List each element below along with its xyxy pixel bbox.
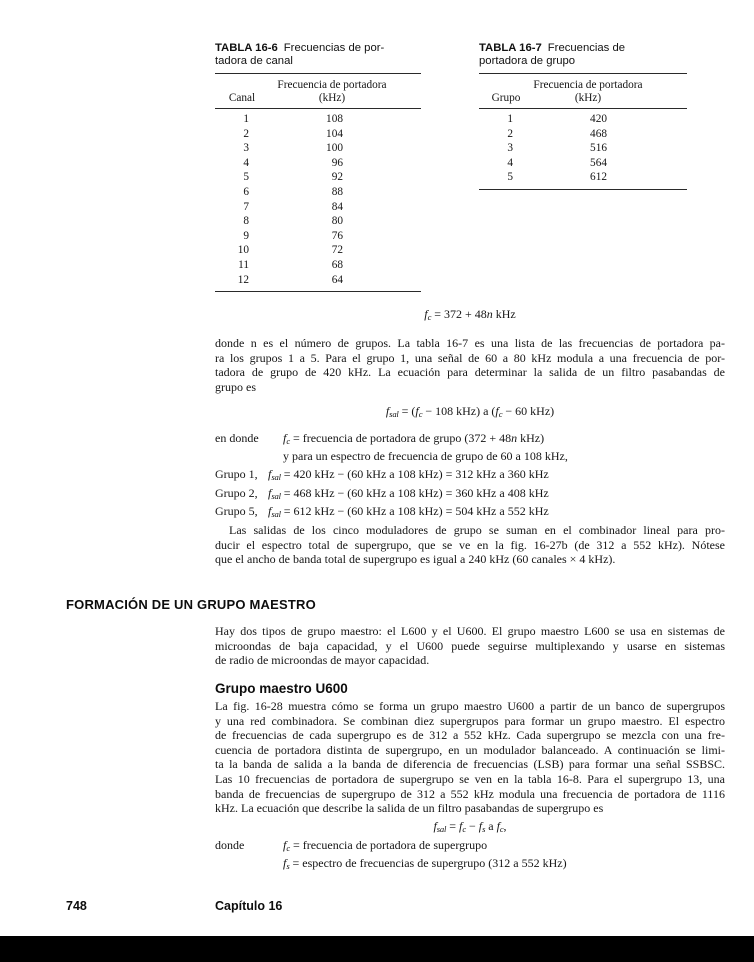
equation-token: c [499,824,504,834]
table-cell: 3 [243,142,249,155]
subsection-heading-grupo-maestro-u600: Grupo maestro U600 [215,681,348,696]
table-cell: 468 [590,127,607,140]
table-cell: 92 [331,171,343,184]
equation-token: f [415,404,419,418]
table-row [215,214,421,229]
equation-token: f [433,819,437,833]
definition-line [283,431,544,449]
table-row [479,112,687,127]
equation-token: f [385,404,390,418]
table-row [215,273,421,288]
table-row [215,258,421,273]
equation-token: − 60 kHz) [502,404,555,418]
column-header-line: (kHz) [318,91,346,104]
column-header-line: (kHz) [574,91,602,104]
equation-token: sal [271,509,281,520]
equation-token: sal [436,824,447,834]
equation-token: = 372 + 48 [431,307,487,321]
paragraph-u600-formation [215,699,725,816]
table-16-6-header [215,73,421,109]
column-header-grupo: Grupo [491,91,521,104]
text-line: Las 10 frecuencias de portadora de supergrupo se ven en la tabla 16-8. Para el supergrupo 13, una [215,771,725,786]
equation-token: sal [271,490,281,501]
definition-row [215,838,725,856]
table-cell: 10 [237,244,249,257]
definition-line [283,838,487,856]
table-cell: 108 [326,113,343,125]
equation-token: f [283,431,287,445]
equation-token: = espectro de frecuencias de supergrupo (312 a 552 kHz) [289,856,567,870]
table-cell: 4 [507,156,513,169]
column-header-frequency [533,79,687,104]
table-cell: 5 [507,171,513,184]
table-cell: 5 [243,171,249,184]
equation-token: = [446,819,459,833]
equation-token: f [424,307,428,321]
definition-row [215,449,725,464]
table-16-7 [479,42,687,190]
table-title-line [215,42,421,55]
group-label: Grupo 2, [215,485,258,500]
text-line: ta la banda de salida a la banda de diferencia de frecuencias (LSB) para formar una señal SSBSC. [215,757,725,772]
equation-token: s [482,824,486,834]
table-16-6-body [215,109,421,292]
table-cell: 2 [507,127,513,140]
group-output-list [215,467,725,523]
table-16-6 [215,42,421,292]
equation-token: c [418,409,423,419]
table-cell: 88 [331,185,343,198]
table-row [215,229,421,244]
equation-token: = 468 kHz − (60 kHz a 108 kHz) = 360 kHz a 408 kHz [280,485,549,500]
group-equation [268,504,549,523]
table-cell: 6 [243,185,249,198]
paragraph-group-carriers [215,336,725,394]
equation-token: = ( [398,404,416,418]
table-cell: 516 [590,142,607,155]
equation-token: − 108 kHz) a ( [422,404,496,418]
table-title-text: Frecuencias de por- [283,42,385,54]
equation-token: kHz) [517,431,545,445]
equation-token: = 612 kHz − (60 kHz a 108 kHz) = 504 kHz a 552 kHz [280,504,549,519]
equation-supergroup-filter-output [215,819,725,837]
text-line: grupo es [215,379,256,394]
table-cell: 2 [243,127,249,140]
text-line: donde n es el número de grupos. La tabla 16-7 es una lista de las frecuencias de portadora pa- [215,336,725,350]
equation-token: f [268,504,272,519]
definition-label-spacer [215,449,283,464]
table-cell: 8 [243,215,249,228]
table-row [215,185,421,200]
definition-row [215,856,725,874]
table-cell: 11 [238,258,249,271]
equation-token: = frecuencia de portadora de grupo (372 + 48 [289,431,512,445]
table-row [215,170,421,185]
table-row [215,156,421,171]
table-cell: 100 [326,142,343,155]
table-cell: 9 [243,229,249,242]
equation-token: f [459,819,463,833]
equation-token: c [462,824,466,834]
text-line: microondas de baja capacidad, y el U600 puede seguirse multiplexando y usarse en sistemas [215,638,725,653]
table-row [215,243,421,258]
table-cell: 96 [331,156,343,169]
table-cell: 1 [243,113,249,125]
bottom-scan-bar [0,936,754,962]
equation-token: s [286,861,290,871]
definition-row [215,431,725,449]
equation-group-filter-output [215,404,725,422]
column-header-frequency [269,79,421,104]
paragraph-master-group-types [215,624,725,668]
equation-token: f [283,856,287,870]
table-cell: 612 [590,171,607,184]
text-line: de frecuencias de cada supergrupo es de 312 a 552 kHz. Cada supergrupo se mezcla con una fre- [215,728,725,743]
equation-token: n [511,431,518,445]
table-cell: 7 [243,200,249,213]
table-cell: 4 [243,156,249,169]
definition-label: donde [215,838,245,852]
table-16-7-header [479,73,687,109]
text-line: ducir el espectro total de supergrupo, que se ve en la fig. 16-27b (de 312 a 552 kHz). Nótese [215,537,725,552]
table-row [479,156,687,171]
equation-token: n [486,307,493,321]
definition-block-en-donde [215,431,725,464]
equation-token: f [478,819,483,833]
text-line: banda de frecuencias de supergrupo de 312 a 552 kHz modula una frecuencia de portadora de 1116 [215,786,725,801]
equation-token: = 420 kHz − (60 kHz a 108 kHz) = 312 kHz a 360 kHz [280,467,549,481]
equation-token: , [503,819,507,833]
text-line: ra los grupos 1 a 5. Para el grupo 1, una señal de 60 a 80 kHz modula a una frecuencia de por- [215,350,725,365]
equation-token: f [268,467,272,481]
table-cell: 564 [590,156,607,169]
section-heading-formacion-grupo-maestro: FORMACIÓN DE UN GRUPO MAESTRO [66,597,316,612]
equation-group-carrier-frequency [215,307,725,325]
text-line: La fig. 16-28 muestra cómo se forma un grupo maestro U600 a partir de un banco de supergrupos [215,699,725,713]
table-title-text: Frecuencias de [547,42,626,54]
column-header-canal: Canal [228,91,256,104]
text-line: Hay dos tipos de grupo maestro: el L600 y el U600. El grupo maestro L600 se usa en sistemas de [215,624,725,638]
table-cell: 1 [507,113,513,125]
equation-token: a [485,819,497,833]
table-16-7-title [479,42,687,68]
equation-token: sal [389,409,399,419]
equation-token: c [498,409,503,419]
table-16-7-body [479,109,687,190]
table-title-line [479,42,687,55]
text-line: kHz. La ecuación que describe la salida de un filtro pasabandas de supergrupo es [215,801,604,816]
text-line: y una red combinadora. Se combinan diez supergrupos para formar un grupo maestro. El espectro [215,713,725,728]
table-16-6-title [215,42,421,68]
table-cell: 3 [507,142,513,155]
equation-token: f [495,404,499,418]
equation-token: c [286,843,290,853]
equation-token: f [268,485,272,500]
equation-token: = frecuencia de portadora de supergrupo [289,838,488,852]
definition-line [283,856,567,874]
equation-token: f [283,838,287,852]
equation-token: kHz [492,307,516,321]
table-title-label: TABLA 16-7 [479,42,542,54]
equation-token: c [286,436,290,446]
table-title-label: TABLA 16-6 [215,42,278,54]
table-cell: 12 [237,273,249,286]
table-row [215,127,421,142]
group-output-row [215,486,725,505]
table-cell: 64 [331,273,343,286]
equation-token: − [465,819,479,833]
text-line: tadora de grupo de 420 kHz. La ecuación para determinar la salida de un filtro pasabandas de [215,365,725,380]
equation-token: c [427,312,432,322]
group-output-row [215,467,725,486]
text-line: que el ancho de banda total de supergrupo es igual a 240 kHz (60 canales × 4 kHz). [215,552,616,567]
text-line: Las salidas de los cinco moduladores de grupo se suman en el combinador lineal para pro- [229,523,725,537]
table-cell: 76 [331,229,343,242]
group-label: Grupo 1, [215,467,258,481]
definition-label-spacer [215,856,283,874]
definition-block-donde [215,838,725,874]
table-row [479,141,687,156]
table-title-line: portadora de grupo [479,55,576,67]
table-cell: 104 [326,127,343,140]
table-row [215,141,421,156]
equation-token: f [496,819,500,833]
text-line: de radio de microondas de mayor capacidad. [215,653,430,668]
column-header-line: Frecuencia de portadora [533,79,643,91]
table-row [215,200,421,215]
group-output-row [215,504,725,523]
paragraph-supergroup-spectrum [215,523,725,567]
table-cell: 420 [590,113,607,125]
table-cell: 84 [331,200,343,213]
definition-label: en donde [215,431,259,445]
group-equation [268,467,549,486]
table-row [479,170,687,185]
page-number: 748 [66,899,87,913]
chapter-label: Capítulo 16 [215,899,283,913]
definition-line: y para un espectro de frecuencia de grupo de 60 a 108 kHz, [283,449,568,463]
table-title-line: tadora de canal [215,55,293,67]
equation-token: sal [271,472,281,482]
table-cell: 72 [331,244,343,257]
table-row [479,127,687,142]
text-line: cuencia de portadora distinta de supergrupo, en un modulador balanceado. A continuación se limi- [215,742,725,757]
group-label: Grupo 5, [215,504,258,519]
table-row [215,112,421,127]
table-cell: 80 [331,215,343,228]
table-cell: 68 [331,258,343,271]
group-equation [268,486,549,505]
column-header-line: Frecuencia de portadora [277,79,387,91]
